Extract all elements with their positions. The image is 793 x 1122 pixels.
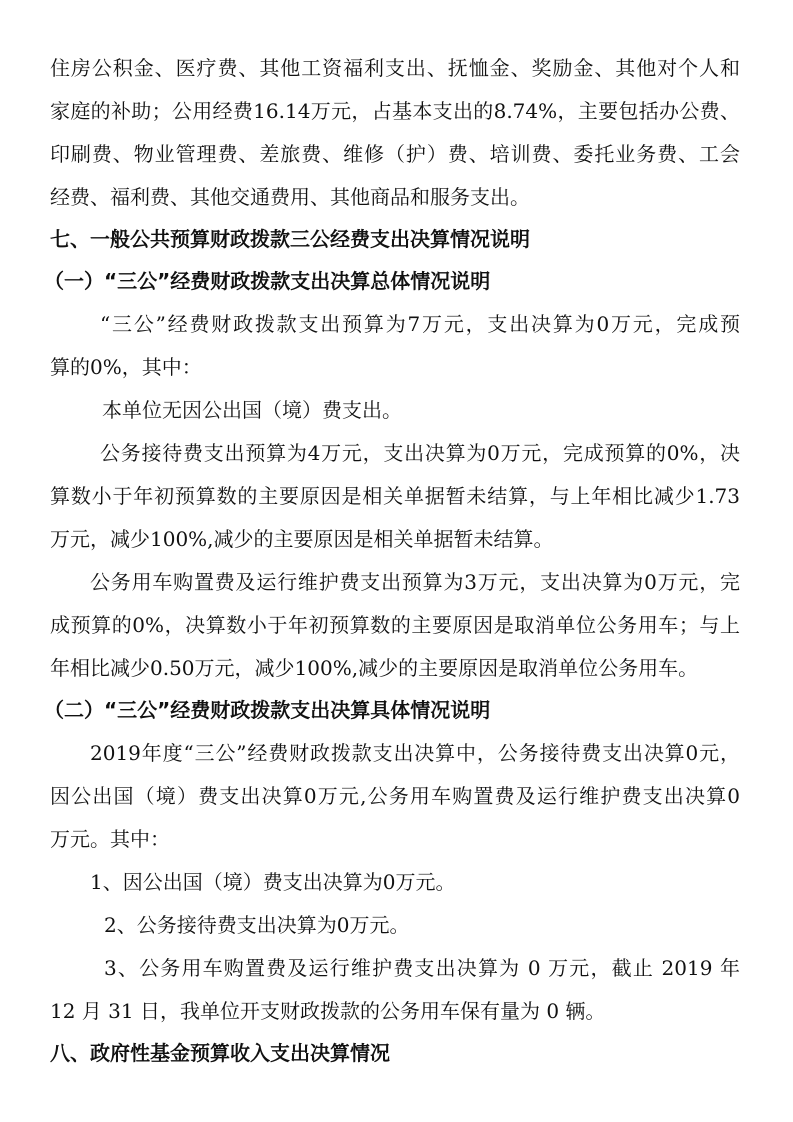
- sub1-para1-line2: 算的0%，其中：: [50, 355, 202, 379]
- sub1-para4-line1: 公务用车购置费及运行维护费支出预算为3万元，支出决算为0万元，完: [90, 570, 740, 594]
- sub1-para3-line3: 万元，减少100%,减少的主要原因是相关单据暂未结算。: [50, 527, 554, 551]
- sub1-para4-line2: 成预算的0%，决算数小于年初预算数的主要原因是取消单位公务用车；与上: [50, 613, 740, 637]
- intro-line-4: 经费、福利费、其他交通费用、其他商品和服务支出。: [50, 185, 530, 209]
- sub2-item-2: 2、公务接待费支出决算为0万元。: [104, 913, 410, 937]
- sub2-para1-line1: 2019年度“三公”经费财政拨款支出决算中，公务接待费支出决算0元，: [90, 741, 740, 765]
- intro-line-2: 家庭的补助；公用经费16.14万元，占基本支出的8.74%，主要包括办公费、: [50, 99, 740, 123]
- subsection-1-heading: （一）“三公”经费财政拨款支出决算总体情况说明: [44, 269, 491, 293]
- sub1-para4-line3: 年相比减少0.50万元，减少100%,减少的主要原因是取消单位公务用车。: [50, 656, 699, 680]
- sub2-item-1: 1、因公出国（境）费支出决算为0万元。: [90, 870, 456, 894]
- sub1-para1-line1: “三公”经费财政拨款支出预算为7万元，支出决算为0万元，完成预: [100, 312, 740, 336]
- sub2-para1-line2: 因公出国（境）费支出决算0万元,公务用车购置费及运行维护费支出决算0: [50, 784, 740, 808]
- sub2-item-3-line2: 12 月 31 日，我单位开支财政拨款的公务用车保有量为 0 辆。: [50, 999, 606, 1023]
- sub2-item-3-line1: 3、公务用车购置费及运行维护费支出决算为 0 万元，截止 2019 年: [104, 956, 740, 980]
- section-8-heading: 八、政府性基金预算收入支出决算情况: [50, 1041, 390, 1065]
- intro-line-1: 住房公积金、医疗费、其他工资福利支出、抚恤金、奖励金、其他对个人和: [50, 56, 740, 80]
- sub1-para2: 本单位无因公出国（境）费支出。: [102, 398, 402, 422]
- sub1-para3-line1: 公务接待费支出预算为4万元，支出决算为0万元，完成预算的0%，决: [100, 441, 740, 465]
- sub2-para1-line3: 万元。其中：: [50, 827, 170, 851]
- sub1-para3-line2: 算数小于年初预算数的主要原因是相关单据暂未结算，与上年相比减少1.73: [50, 484, 740, 508]
- section-7-heading: 七、一般公共预算财政拨款三公经费支出决算情况说明: [50, 227, 530, 251]
- subsection-2-heading: （二）“三公”经费财政拨款支出决算具体情况说明: [44, 698, 491, 722]
- intro-line-3: 印刷费、物业管理费、差旅费、维修（护）费、培训费、委托业务费、工会: [50, 142, 740, 166]
